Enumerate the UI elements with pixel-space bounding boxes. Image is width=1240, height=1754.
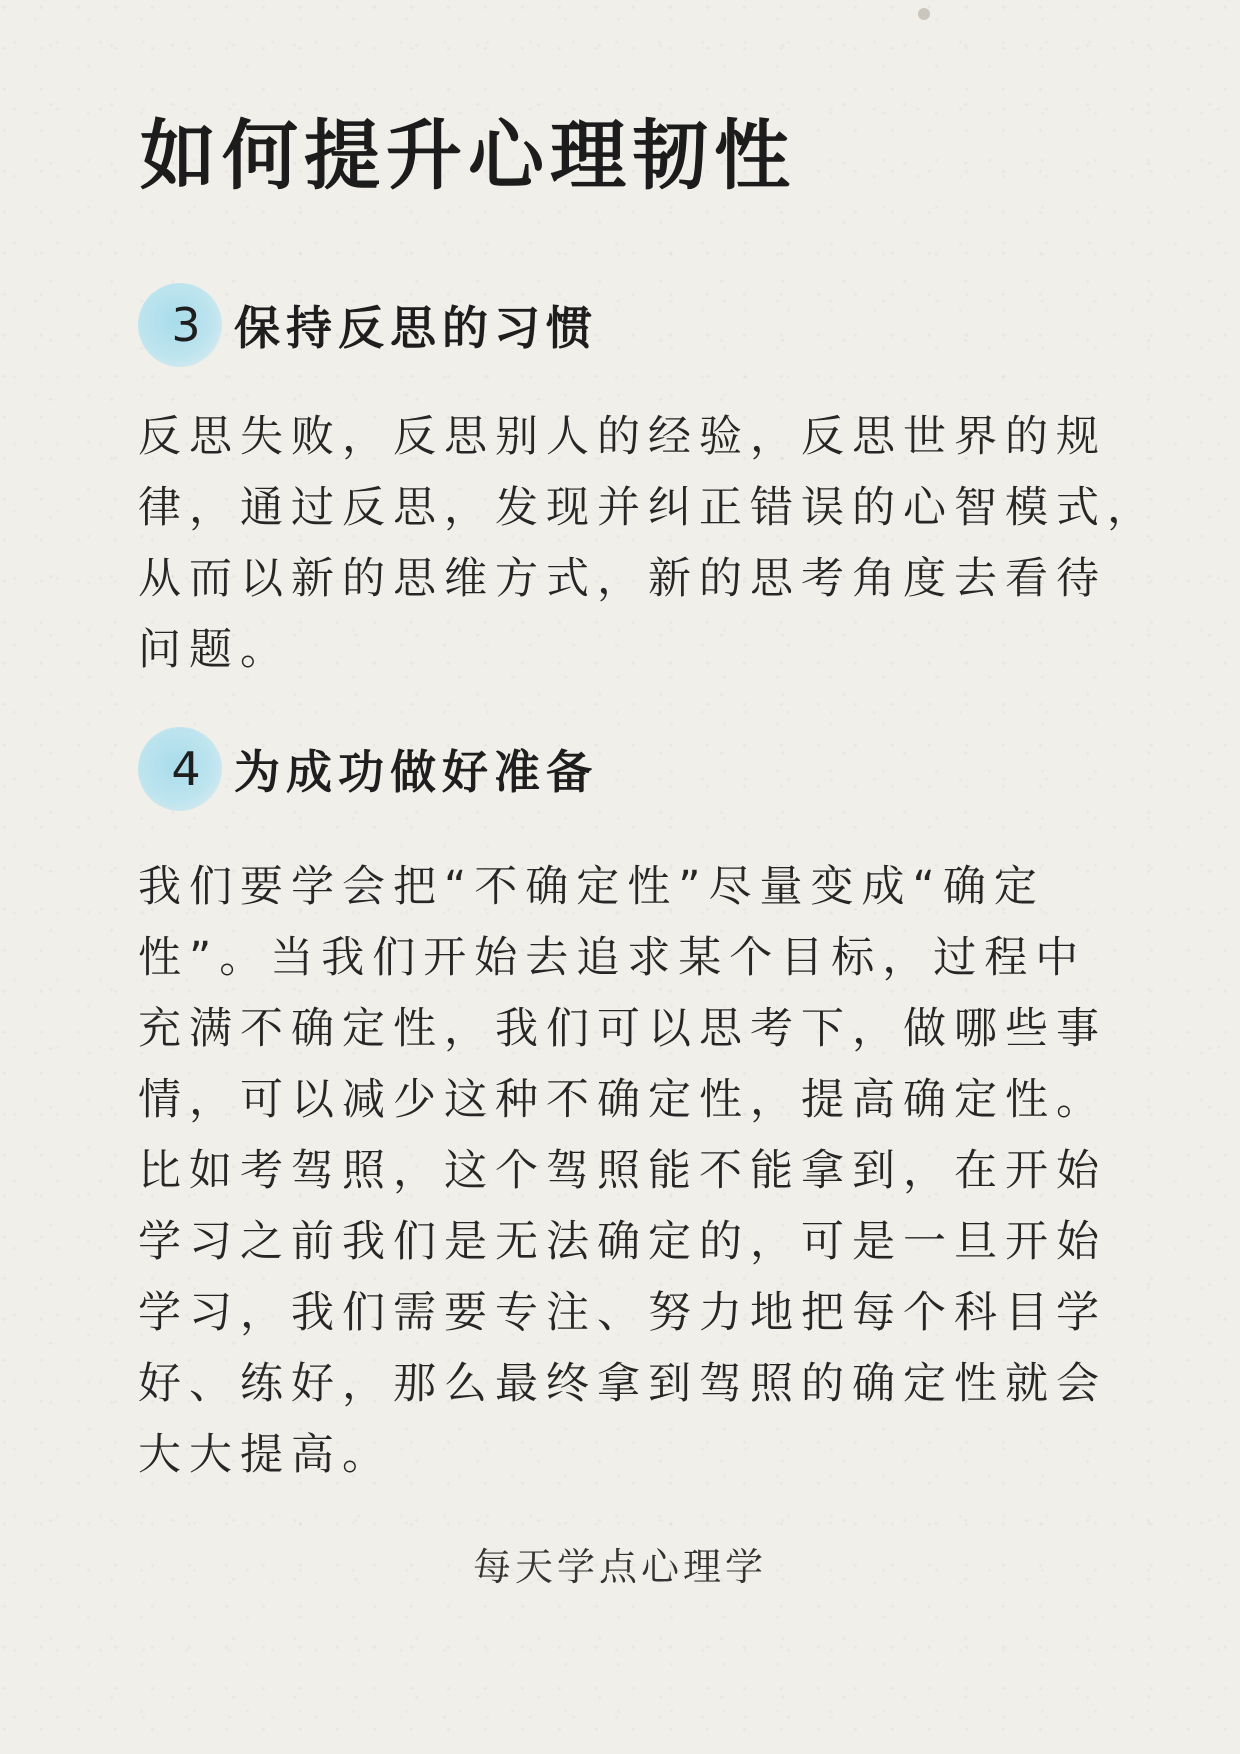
page-title: 如何提升心理韧性 xyxy=(140,111,796,200)
section-number: 3 xyxy=(171,298,201,352)
section-number: 4 xyxy=(171,742,201,796)
paragraph-line: 好、练好，那么最终拿到驾照的确定性就会 xyxy=(138,1359,1107,1409)
paragraph-line: 性”。当我们开始去追求某个目标，过程中 xyxy=(138,933,1087,983)
paper-speck xyxy=(918,8,930,20)
paragraph-line: 从而以新的思维方式，新的思考角度去看待 xyxy=(138,554,1107,604)
paragraph-line: 学习，我们需要专注、努力地把每个科目学 xyxy=(138,1288,1107,1338)
paragraph-line: 学习之前我们是无法确定的，可是一旦开始 xyxy=(138,1217,1107,1267)
section-title: 为成功做好准备 xyxy=(234,745,598,799)
section-4-paragraph xyxy=(138,852,1138,1491)
paragraph-line: 情，可以减少这种不确定性，提高确定性。 xyxy=(138,1075,1107,1125)
paragraph-line: 反思失败，反思别人的经验，反思世界的规 xyxy=(138,412,1107,462)
section-heading-4 xyxy=(138,727,598,811)
paragraph-line: 问题。 xyxy=(138,625,291,675)
section-heading-3 xyxy=(138,283,598,367)
section-number-badge xyxy=(138,727,222,811)
paragraph-line: 大大提高。 xyxy=(138,1430,393,1480)
footer-brand: 每天学点心理学 xyxy=(472,1545,767,1589)
section-3-paragraph xyxy=(138,402,1158,686)
section-title: 保持反思的习惯 xyxy=(234,301,598,355)
paragraph-line: 律，通过反思，发现并纠正错误的心智模式， xyxy=(138,483,1158,533)
paragraph-line: 我们要学会把“不确定性”尽量变成“确定 xyxy=(138,862,1045,912)
section-number-badge xyxy=(138,283,222,367)
paragraph-line: 比如考驾照，这个驾照能不能拿到，在开始 xyxy=(138,1146,1107,1196)
paragraph-line: 充满不确定性，我们可以思考下，做哪些事 xyxy=(138,1004,1107,1054)
